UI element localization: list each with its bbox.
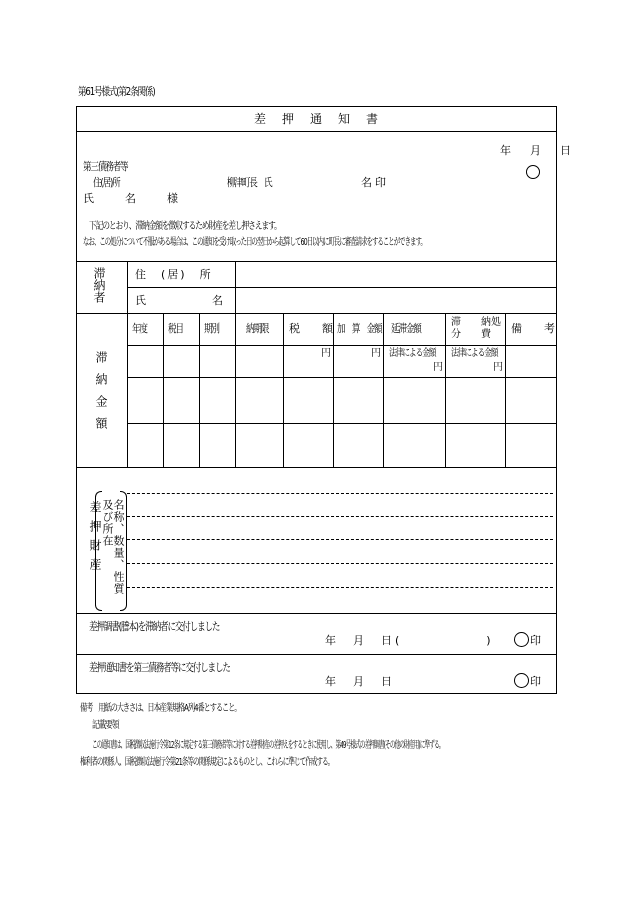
notes-line-4: 権利者の関係人、国税徴収法施行令第21条等の関係規定によるものとし、これらに準じて作成する。 — [80, 757, 334, 768]
delinquent-section-label: 滞納者 — [92, 267, 106, 303]
delivery-2-seal-circle — [514, 673, 529, 688]
col-line-6 — [383, 313, 384, 467]
header-late-fee: 延滞金額 — [391, 322, 421, 335]
delinquent-address-label: 住 (居) 所 — [135, 268, 213, 281]
delivery-2-date: 年 月 日 — [325, 675, 395, 688]
issuer-seal-label: 名印 — [361, 176, 389, 189]
delinquent-mid-line — [127, 287, 556, 288]
header-disposition-cost: 滞 納処分 費 — [451, 317, 501, 340]
property-dashed-line-5 — [127, 587, 553, 588]
header-tax-item: 税目 — [168, 322, 183, 335]
delivery-1-date: 年 月 日( ) — [325, 634, 494, 647]
addressee-address-label: 住(居)所 — [93, 176, 120, 189]
delivery-top-line — [77, 613, 556, 614]
col-line-2 — [199, 313, 200, 467]
addressee-name-label: 氏 名 様 — [83, 192, 181, 205]
amount-section-label: 滞納金額 — [94, 351, 108, 439]
unit-yen-late-fee: 円 — [433, 362, 443, 373]
notice-form — [76, 106, 575, 694]
col-line-3 — [235, 313, 236, 467]
notes-line-3: この通知書は、国税徴収法施行令第12条に規定する第三債務者等に対する差押財産の差押えをするときに使用し、第49号様式の差押調書(その他の財産用)に準ずる。 — [92, 740, 444, 751]
property-dashed-line-3 — [127, 539, 553, 540]
issuer-label: 柳津町長 氏 — [227, 176, 272, 189]
delivery-mid-line — [77, 654, 556, 655]
addressee-header: 第三債務者等 — [83, 160, 128, 173]
col-line-1 — [163, 313, 164, 467]
delinquent-name-label: 氏 名 — [135, 294, 223, 307]
body-line-1: 下記のとおり、滞納金額を徴収するため財産を差し押さえます。 — [89, 221, 281, 232]
header-fiscal-year: 年度 — [132, 322, 147, 335]
property-top-line — [77, 467, 556, 468]
property-bracket-text: 名称、数量、性質及び所在 — [101, 499, 125, 595]
notes-line-1: 備考 用紙の大きさは、日本産業規格A列4番とすること。 — [80, 703, 241, 714]
header-bottom-line — [127, 345, 556, 346]
header-additional: 加 算 金額 — [337, 322, 382, 335]
header-tax-amount: 税 額 — [289, 322, 333, 335]
header-due-date: 納期限 — [246, 322, 269, 335]
property-dashed-line-4 — [127, 563, 553, 564]
body-line-2: なお、この処分について不服がある場合は、この通知を受け取った日の翌日から起算して60日以内に町長に審査請求をすることができます。 — [83, 237, 426, 248]
unit-yen-tax: 円 — [321, 348, 331, 359]
property-dashed-line-1 — [127, 493, 553, 494]
col-line-8 — [505, 313, 506, 467]
issue-date: 年 月 日 — [500, 144, 575, 157]
delivery-1-seal: 印 — [530, 634, 541, 647]
form-title: 差 押 通 知 書 — [253, 112, 380, 126]
delinquent-value-divider — [235, 261, 236, 313]
amount-top-line — [77, 313, 556, 314]
delivery-1-seal-circle — [514, 632, 529, 647]
title-divider — [77, 131, 556, 132]
seal-circle — [526, 165, 540, 179]
col-line-5 — [333, 313, 334, 467]
property-dashed-line-2 — [127, 516, 553, 517]
delivery-2-seal: 印 — [530, 675, 541, 688]
amount-label-divider — [127, 313, 128, 467]
header-remarks: 備 考 — [511, 322, 555, 335]
late-fee-law-amount: 法律による金額 — [389, 348, 436, 359]
unit-yen-disposition: 円 — [493, 362, 503, 373]
row-line-2 — [127, 423, 556, 424]
header-period: 期別 — [204, 322, 219, 335]
notes-line-2: 記載要領 — [92, 720, 119, 731]
row-line-1 — [127, 377, 556, 378]
col-line-7 — [445, 313, 446, 467]
disposition-law-amount: 法律による金額 — [451, 348, 498, 359]
property-section-label: 差押財産 — [88, 501, 102, 577]
unit-yen-additional: 円 — [371, 348, 381, 359]
delivery-1-text: 差押調書(謄本)を滞納者に交付しました — [89, 620, 220, 633]
form-number: 第61号様式(第2条関係) — [78, 85, 155, 98]
col-line-4 — [283, 313, 284, 467]
delinquent-top-line — [77, 261, 556, 262]
delivery-2-text: 差押通知書を第三債務者等に交付しました — [89, 661, 230, 674]
